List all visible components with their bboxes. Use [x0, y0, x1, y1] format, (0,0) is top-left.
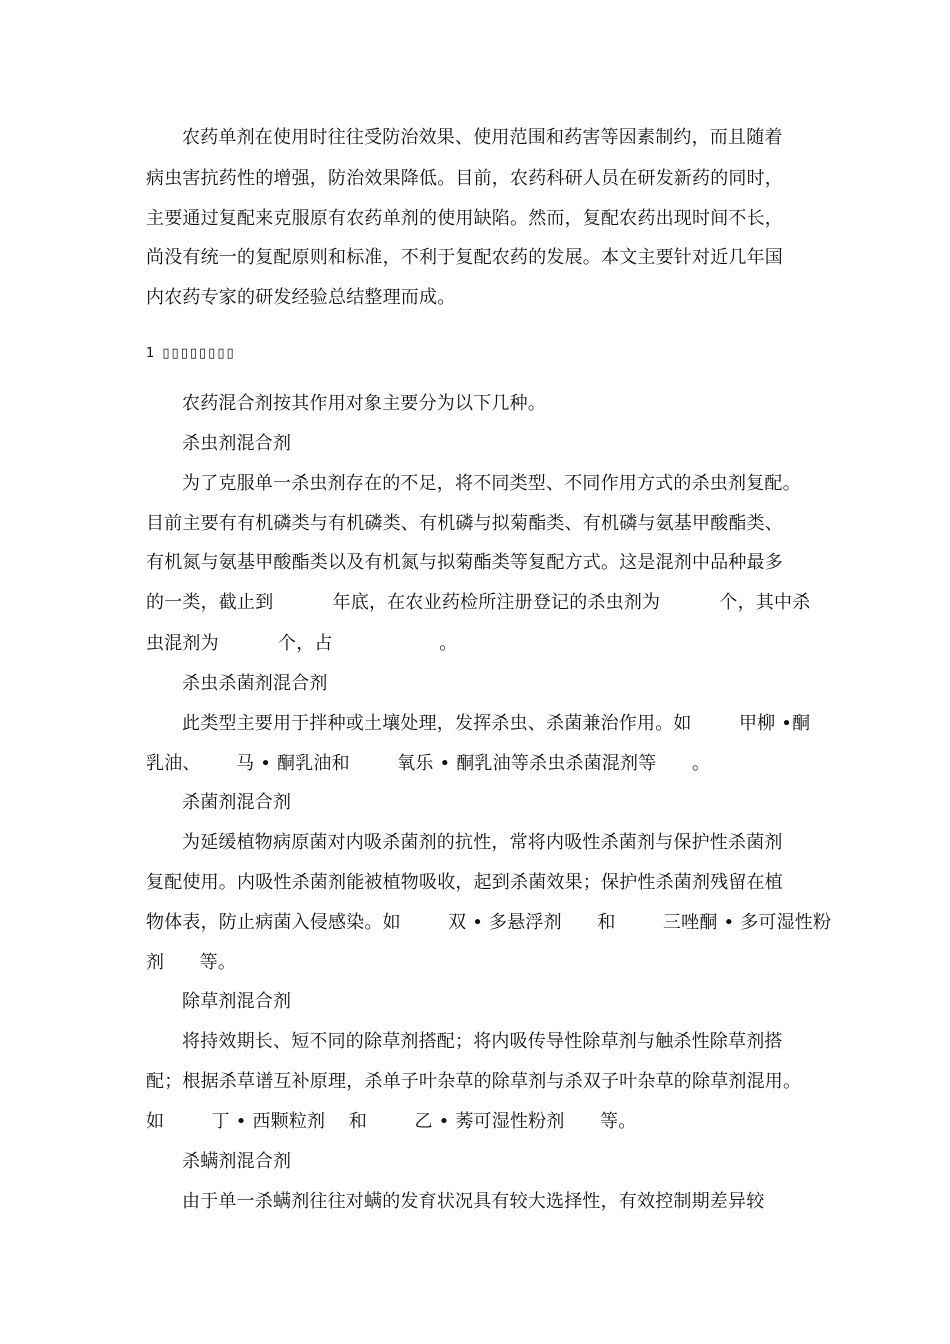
- section-heading: 1 ▯▯▯▯▯▯▯▯: [146, 346, 236, 361]
- paragraph-line: 为了克服单一杀虫剂存在的不足，将不同类型、不同作用方式的杀虫剂复配。: [182, 473, 801, 494]
- paragraph-line: 物体表，防止病菌入侵感染。如 双 • 多悬浮剂 和 三唑酮 • 多可湿性粉: [146, 912, 832, 933]
- subsection-title: 除草剂混合剂: [182, 991, 292, 1012]
- intro-line: 尚没有统一的复配原则和标准，不利于复配农药的发展。本文主要针对近几年国: [146, 247, 783, 268]
- paragraph-line: 有机氮与氨基甲酸酯类以及有机氮与拟菊酯类等复配方式。这是混剂中品种最多: [146, 552, 783, 573]
- paragraph-line: 剂 等。: [146, 952, 237, 973]
- paragraph-line: 复配使用。内吸性杀菌剂能被植物吸收，起到杀菌效果；保护性杀菌剂残留在植: [146, 872, 783, 893]
- paragraph-line: 由于单一杀螨剂往往对螨的发育状况具有较大选择性，有效控制期差异较: [182, 1191, 765, 1212]
- section-intro: 农药混合剂按其作用对象主要分为以下几种。: [182, 393, 546, 414]
- paragraph-line: 为延缓植物病原菌对内吸杀菌剂的抗性，常将内吸性杀菌剂与保护性杀菌剂: [182, 832, 783, 853]
- intro-line: 主要通过复配来克服原有农药单剂的使用缺陷。然而，复配农药出现时间不长，: [146, 208, 783, 229]
- subsection-title: 杀螨剂混合剂: [182, 1151, 292, 1172]
- paragraph-line: 配；根据杀草谱互补原理，杀单子叶杂草的除草剂与杀双子叶杂草的除草剂混用。: [146, 1071, 802, 1092]
- paragraph-line: 此类型主要用于拌种或土壤处理，发挥杀虫、杀菌兼治作用。如 甲柳 •酮: [182, 713, 811, 734]
- paragraph-line: 的一类，截止到 年底，在农业药检所注册登记的杀虫剂为 个，其中杀: [146, 592, 811, 613]
- paragraph-line: 虫混剂为 个，占 。: [146, 633, 458, 654]
- intro-line: 内农药专家的研发经验总结整理而成。: [146, 287, 456, 308]
- paragraph-line: 如 丁 • 西颗粒剂 和 乙 • 莠可湿性粉剂 等。: [146, 1111, 637, 1132]
- paragraph-line: 将持效期长、短不同的除草剂搭配；将内吸传导性除草剂与触杀性除草剂搭: [182, 1031, 783, 1052]
- subsection-title: 杀虫剂混合剂: [182, 433, 292, 454]
- subsection-title: 杀虫杀菌剂混合剂: [182, 673, 328, 694]
- intro-line: 农药单剂在使用时往往受防治效果、使用范围和药害等因素制约，而且随着: [182, 127, 783, 148]
- subsection-title: 杀菌剂混合剂: [182, 792, 292, 813]
- paragraph-line: 乳油、 马 • 酮乳油和 氧乐 • 酮乳油等杀虫杀菌混剂等 。: [146, 753, 711, 774]
- paragraph-line: 目前主要有有机磷类与有机磷类、有机磷与拟菊酯类、有机磷与氨基甲酸酯类、: [146, 513, 783, 534]
- intro-line: 病虫害抗药性的增强，防治效果降低。目前，农药科研人员在研发新药的同时，: [146, 168, 783, 189]
